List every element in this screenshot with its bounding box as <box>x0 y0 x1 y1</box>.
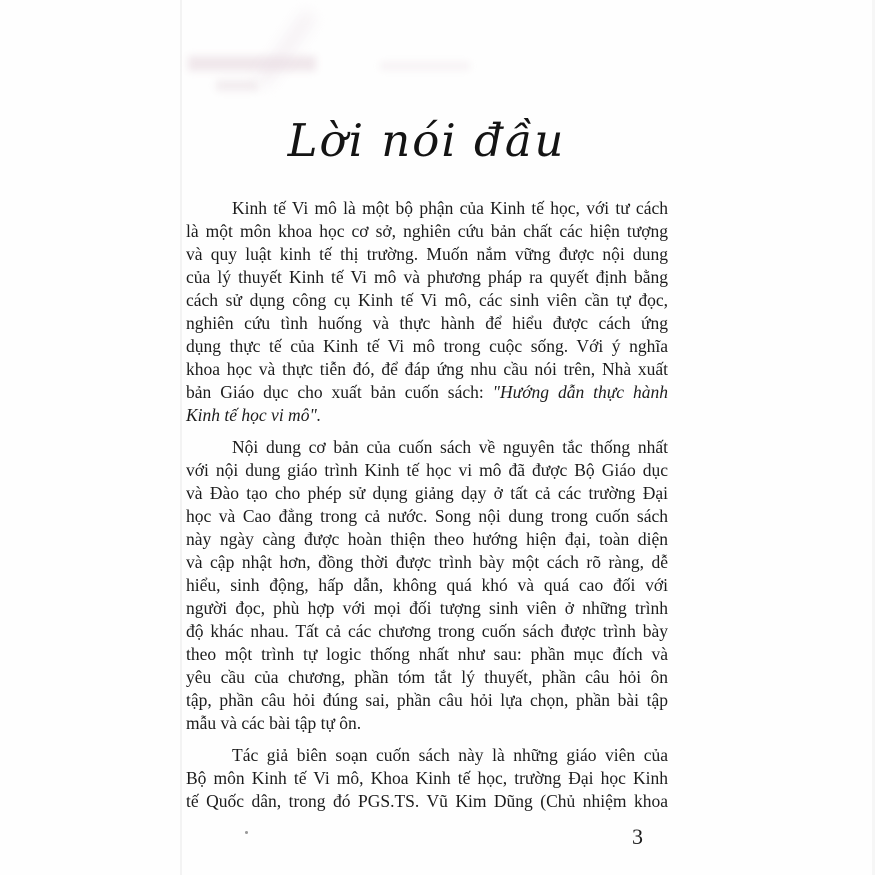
text-segment: độ khác nhau. Tất cả các chương trong cuốn sách được trình bày <box>186 621 668 641</box>
text-segment: và quy luật kinh tế thị trường. Muốn nắm vững được nội dung <box>186 244 668 264</box>
text-line <box>186 574 668 597</box>
text-line <box>186 404 668 427</box>
paragraph <box>186 197 668 427</box>
italic-text-segment: Kinh tế học vi mô". <box>186 405 322 425</box>
text-line <box>186 312 668 335</box>
text-segment: nghiên cứu tình huống và thực hành để hiểu được cách ứng <box>186 313 668 333</box>
text-line <box>186 436 668 459</box>
text-line <box>186 643 668 666</box>
text-segment: tế Quốc dân, trong đó PGS.TS. Vũ Kim Dũng (Chủ nhiệm khoa <box>186 791 668 811</box>
text-line <box>186 551 668 574</box>
text-segment: với nội dung giáo trình Kinh tế học vi mô đã được Bộ Giáo dục <box>186 460 668 480</box>
paragraph <box>186 744 668 813</box>
text-line <box>186 243 668 266</box>
text-line <box>186 767 668 790</box>
text-line <box>186 790 668 813</box>
text-segment: Kinh tế Vi mô là một bộ phận của Kinh tế học, với tư cách <box>232 198 668 218</box>
text-line <box>186 712 668 735</box>
text-segment: bản Giáo dục cho xuất bản cuốn sách: <box>186 382 493 402</box>
text-segment: yêu cầu của chương, phần tóm tắt lý thuyết, phần câu hỏi ôn <box>186 667 668 687</box>
text-line <box>186 528 668 551</box>
scan-dot-artifact <box>245 831 248 834</box>
text-line <box>186 666 668 689</box>
text-segment: Tác giả biên soạn cuốn sách này là những giáo viên của <box>232 745 668 765</box>
scan-bleedthrough-artifact <box>216 80 258 91</box>
scan-streak-artifact <box>255 9 317 88</box>
page-edge-line-left <box>180 0 182 875</box>
text-line <box>186 482 668 505</box>
text-line <box>186 689 668 712</box>
text-segment: khoa học và thực tiễn đó, để đáp ứng nhu cầu nói trên, Nhà xuất <box>186 359 668 379</box>
text-line <box>186 620 668 643</box>
page-number: 3 <box>632 824 643 849</box>
paragraph <box>186 436 668 735</box>
text-line <box>186 459 668 482</box>
page-title: Lời nói đầu <box>287 114 566 167</box>
text-segment: hiểu, sinh động, hấp dẫn, không quá khó và quá cao đối với <box>186 575 668 595</box>
text-segment: Bộ môn Kinh tế Vi mô, Khoa Kinh tế học, trường Đại học Kinh <box>186 768 668 788</box>
text-line <box>186 266 668 289</box>
text-line <box>186 197 668 220</box>
text-segment: của lý thuyết Kinh tế Vi mô và phương pháp ra quyết định bằng <box>186 267 668 287</box>
text-segment: và Đào tạo cho phép sử dụng giảng dạy ở tất cả các trường Đại <box>186 483 668 503</box>
scan-bleedthrough-artifact <box>380 62 470 70</box>
text-line <box>186 335 668 358</box>
text-line <box>186 220 668 243</box>
text-line <box>186 358 668 381</box>
text-segment: tập, phần câu hỏi đúng sai, phần câu hỏi lựa chọn, phần bài tập <box>186 690 668 710</box>
text-segment: cách sử dụng công cụ Kinh tế Vi mô, các sinh viên cần tự đọc, <box>186 290 668 310</box>
italic-text-segment: "Hướng dẫn thực hành <box>492 382 668 402</box>
text-segment: theo một trình tự logic thống nhất như sau: phần mục đích và <box>186 644 668 664</box>
body-text <box>186 197 668 822</box>
scan-bleedthrough-artifact <box>188 56 316 71</box>
text-segment: này ngày càng được hoàn thiện theo hướng hiện đại, toàn diện <box>186 529 668 549</box>
text-segment: học và Cao đẳng trong cả nước. Song nội dung trong cuốn sách <box>186 506 668 526</box>
text-segment: là một môn khoa học cơ sở, nghiên cứu bản chất các hiện tượng <box>186 221 668 241</box>
text-line <box>186 597 668 620</box>
text-segment: và cập nhật hơn, đồng thời được trình bày một cách rõ ràng, dễ <box>186 552 668 572</box>
text-segment: người đọc, phù hợp với mọi đối tượng sinh viên ở những trình <box>186 598 668 618</box>
text-segment: mẫu và các bài tập tự ôn. <box>186 713 362 733</box>
text-line <box>186 381 668 404</box>
text-line <box>186 289 668 312</box>
text-line <box>186 505 668 528</box>
text-segment: Nội dung cơ bản của cuốn sách về nguyên tắc thống nhất <box>232 437 668 457</box>
text-line <box>186 744 668 767</box>
text-segment: dụng thực tế của Kinh tế Vi mô trong cuộc sống. Với ý nghĩa <box>186 336 668 356</box>
